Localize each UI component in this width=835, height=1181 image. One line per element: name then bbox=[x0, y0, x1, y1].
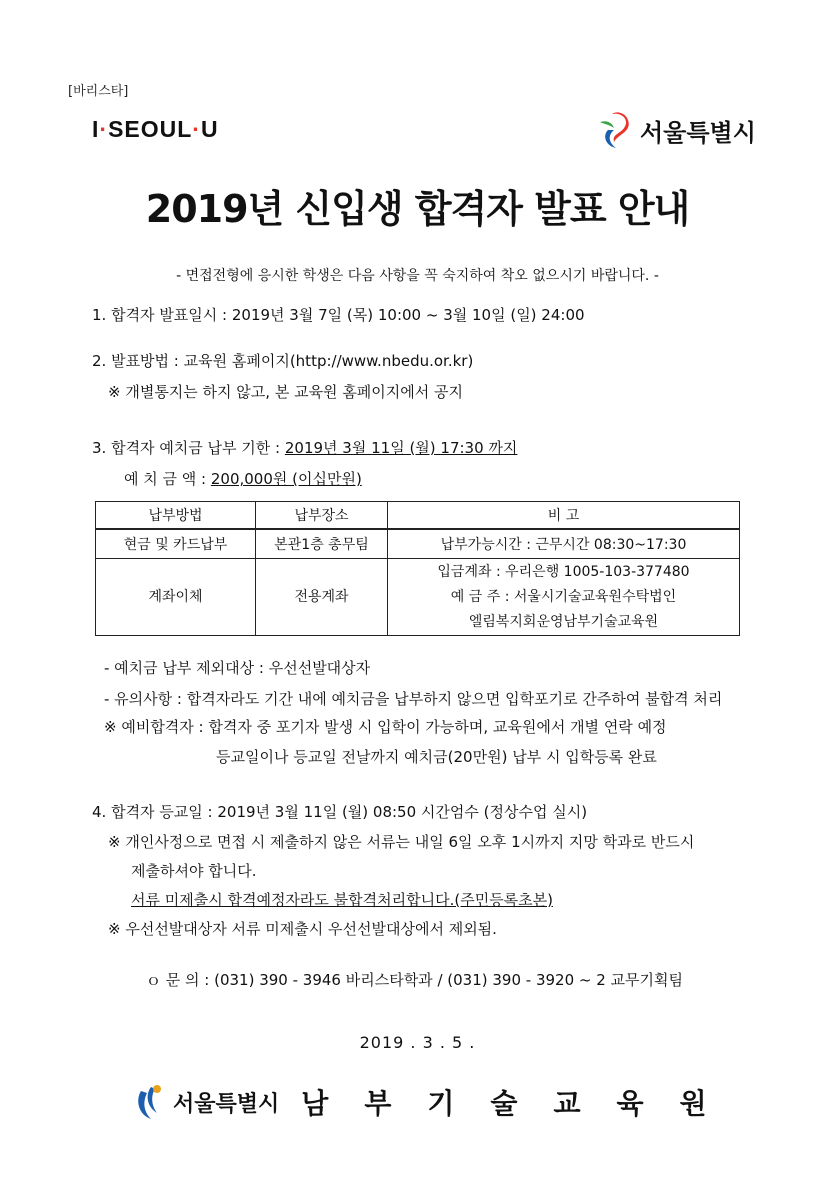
subtitle: - 면접전형에 응시한 학생은 다음 사항을 꼭 숙지하여 착오 없으시기 바랍니다. - bbox=[176, 268, 659, 284]
table-cell: 납부가능시간 : 근무시간 08:30~17:30 bbox=[388, 529, 740, 559]
waitlist-note-cont: 등교일이나 등교일 전날까지 예치금(20만원) 납부 시 입학등록 완료 bbox=[216, 748, 657, 766]
caution-note: - 유의사항 : 합격자라도 기간 내에 예치금을 납부하지 않으면 입학포기로 간주하여 불합격 처리 bbox=[104, 690, 723, 708]
table-cell: 계좌이체 bbox=[96, 559, 256, 636]
table-row bbox=[96, 559, 740, 636]
exempt-note: - 예치금 납부 제외대상 : 우선선발대상자 bbox=[104, 659, 371, 677]
section-1-announcement-date: 1. 합격자 발표일시 : 2019년 3월 7일 (목) 10:00 ~ 3월 10일 (일) 24:00 bbox=[92, 306, 585, 324]
table-row bbox=[96, 529, 740, 559]
table-header-method: 납부방법 bbox=[96, 502, 256, 530]
section-4-note-1b: 제출하셔야 합니다. bbox=[131, 862, 257, 880]
section-4-note-2: ※ 우선선발대상자 서류 미제출시 우선선발대상에서 제외됨. bbox=[108, 920, 497, 938]
footer-institution bbox=[135, 1082, 743, 1122]
section-3-amount-label: 예 치 금 액 : bbox=[124, 470, 211, 488]
account-holder-org: 엘림복지회운영남부기술교육원 bbox=[468, 613, 659, 630]
table-cell: 본관1층 총무팀 bbox=[256, 529, 388, 559]
section-2-method: 2. 발표방법 : 교육원 홈페이지(http://www.nbedu.or.kr) bbox=[92, 352, 474, 370]
department-tag: [바리스타] bbox=[68, 84, 129, 99]
seoul-city-logo-text: 서울특별시 bbox=[640, 118, 756, 147]
table-header-place: 납부장소 bbox=[256, 502, 388, 530]
section-3-deadline-value: 2019년 3월 11일 (월) 17:30 까지 bbox=[284, 439, 518, 457]
seoul-emblem-icon bbox=[598, 108, 634, 152]
waitlist-note: ※ 예비합격자 : 합격자 중 포기자 발생 시 입학이 가능하며, 교육원에서 개별 연락 예정 bbox=[104, 718, 667, 736]
page-title: 2019년 신입생 합격자 발표 안내 bbox=[145, 187, 690, 231]
payment-table bbox=[95, 501, 740, 636]
footer-school: 남부기술교육원 bbox=[301, 1087, 743, 1120]
table-cell: 현금 및 카드납부 bbox=[96, 529, 256, 559]
i-seoul-u-right: U bbox=[200, 116, 219, 142]
table-header-row bbox=[96, 502, 740, 530]
i-seoul-u-left: I bbox=[92, 116, 100, 142]
table-cell-account-info bbox=[388, 559, 740, 636]
table-header-remarks: 비 고 bbox=[388, 502, 740, 530]
footer-city: 서울특별시 bbox=[173, 1091, 280, 1117]
seoul-city-logo bbox=[598, 108, 756, 152]
document-date: 2019 . 3 . 5 . bbox=[359, 1033, 476, 1052]
account-number: 입금계좌 : 우리은행 1005-103-377480 bbox=[437, 563, 690, 580]
section-4-note-1c: 서류 미제출시 합격예정자라도 불합격처리합니다.(주민등록초본) bbox=[131, 891, 554, 909]
contact-info: ｏ 문 의 : (031) 390 - 3946 바리스타학과 / (031) 390 - 3920 ~ 2 교무기획팀 bbox=[146, 971, 683, 989]
table-cell: 전용계좌 bbox=[256, 559, 388, 636]
section-4-note-1: ※ 개인사정으로 면접 시 제출하지 않은 서류는 내일 6일 오후 1시까지 지망 학과로 반드시 bbox=[108, 833, 695, 851]
account-holder: 예 금 주 : 서울시기술교육원수탁법인 bbox=[450, 588, 677, 605]
section-3-amount bbox=[124, 468, 362, 489]
section-2-note: ※ 개별통지는 하지 않고, 본 교육원 홈페이지에서 공지 bbox=[108, 383, 464, 401]
i-seoul-u-mid: SEOUL bbox=[108, 116, 193, 142]
section-3-deadline-label: 3. 합격자 예치금 납부 기한 : bbox=[92, 439, 285, 457]
section-3-deadline bbox=[92, 437, 517, 458]
i-seoul-u-logo: I·SEOUL·U bbox=[92, 116, 219, 142]
seoul-emblem-blue-icon bbox=[135, 1083, 165, 1121]
section-4-first-day: 4. 합격자 등교일 : 2019년 3월 11일 (월) 08:50 시간엄수 (정상수업 실시) bbox=[92, 803, 588, 821]
section-3-amount-value: 200,000원 (이십만원) bbox=[210, 470, 362, 488]
